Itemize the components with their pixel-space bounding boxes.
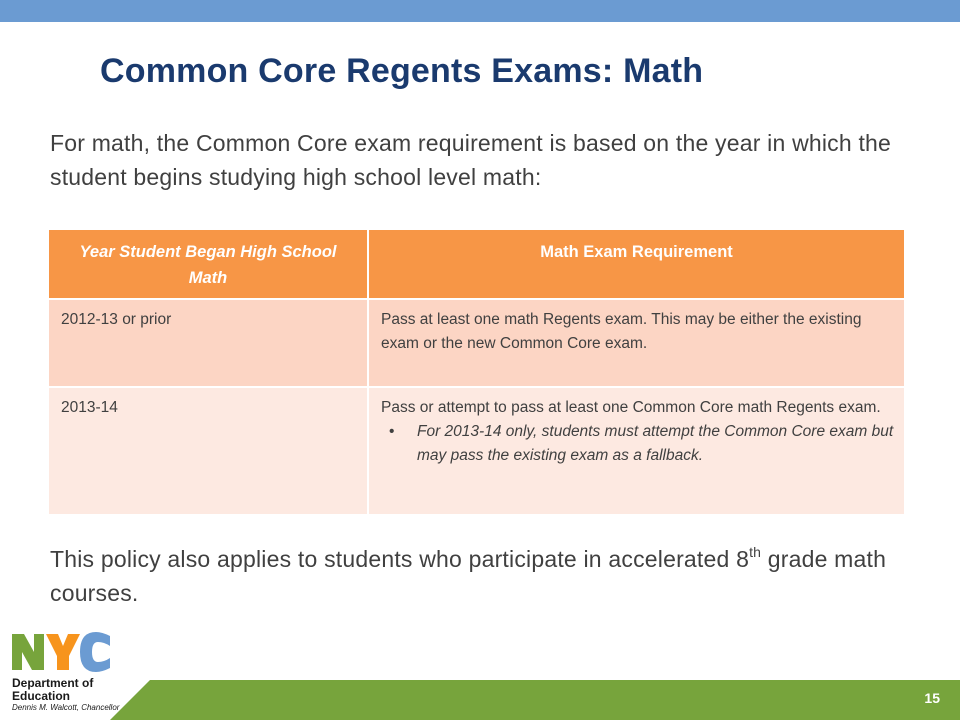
page-number: 15 (924, 690, 940, 706)
requirement-bullets (381, 420, 896, 468)
row-requirement-cell (368, 387, 904, 514)
footer-bar (0, 680, 960, 720)
outro-text (50, 542, 920, 610)
requirements-table (49, 230, 904, 514)
row-year: 2012-13 or prior (49, 299, 368, 387)
logo-chancellor: Dennis M. Walcott, Chancellor (12, 703, 120, 712)
top-accent-bar (0, 0, 960, 22)
outro-text-start: This policy also applies to students who participate in accelerated 8 (50, 546, 750, 572)
table-row (49, 299, 904, 387)
row-year: 2013-14 (49, 387, 368, 514)
logo-department: Department of (12, 676, 94, 690)
slide-title: Common Core Regents Exams: Math (100, 52, 704, 90)
row-requirement: Pass at least one math Regents exam. This may be either the existing exam or the new Common Core exam. (368, 299, 904, 387)
ordinal-superscript: th (749, 544, 762, 560)
outro-text-end: grade math courses. (50, 546, 887, 606)
nyc-doe-logo (10, 626, 138, 712)
header-year: Year Student Began High School Math (49, 230, 368, 299)
intro-text: For math, the Common Core exam requirement is based on the year in which the student begins studying high school level math: (50, 130, 892, 190)
bullet-icon: • (389, 423, 395, 440)
header-requirement: Math Exam Requirement (368, 230, 904, 299)
bullet-text: For 2013-14 only, students must attempt the Common Core exam but may pass the existing exam as a fallback. (417, 423, 894, 464)
table-row (49, 387, 904, 514)
list-item (381, 420, 896, 468)
row-requirement: Pass or attempt to pass at least one Common Core math Regents exam. (381, 399, 881, 416)
logo-education: Education (12, 689, 71, 703)
table-header-row (49, 230, 904, 299)
nyc-logo-icon (10, 626, 120, 676)
